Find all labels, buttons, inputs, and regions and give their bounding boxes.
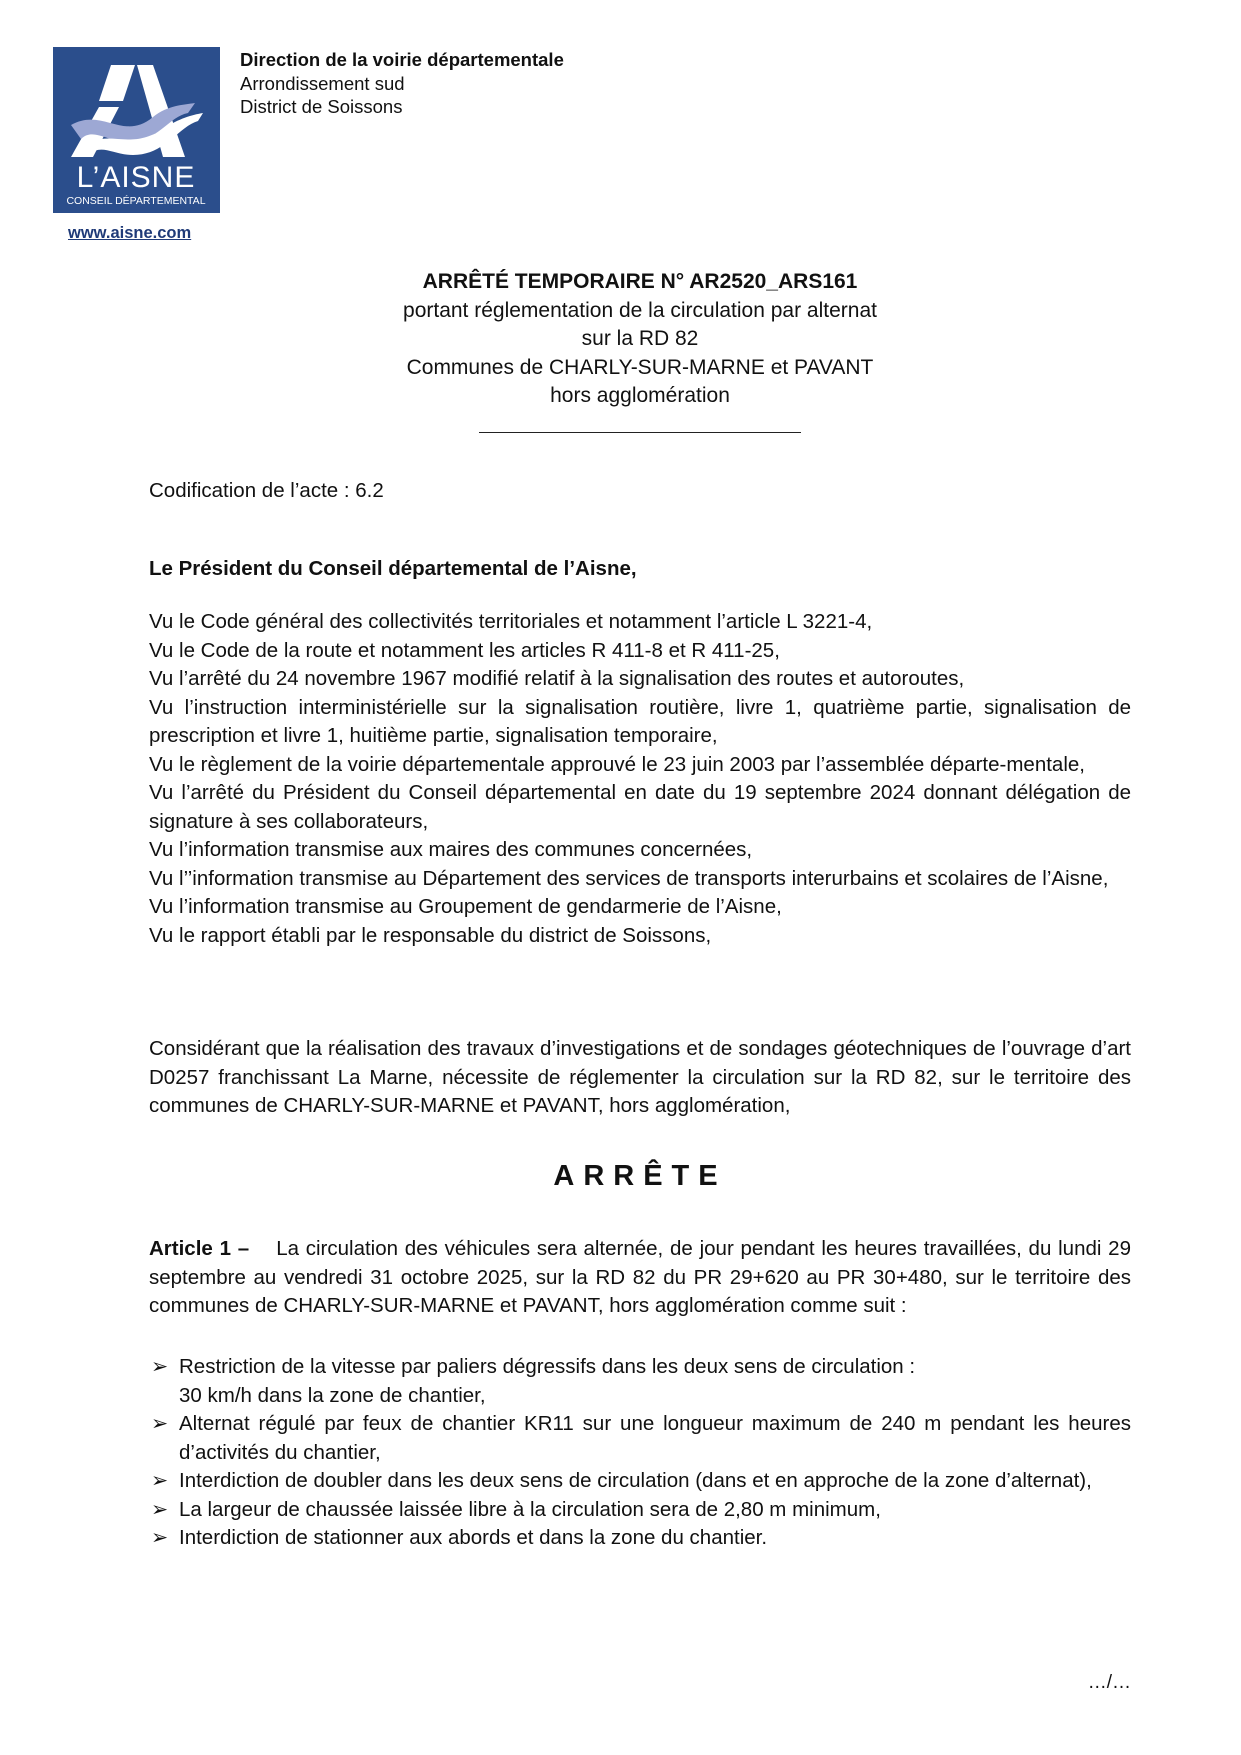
- org-direction: Direction de la voirie départementale: [240, 49, 564, 70]
- org-header: [240, 48, 564, 119]
- measure-item: ➢ Interdiction de doubler dans les deux sens de circulation (dans et en approche de la zone d’alternat),: [149, 1467, 1131, 1496]
- measure-item: ➢ Alternat régulé par feux de chantier KR11 sur une longueur maximum de 240 m pendant les heures d’activités du chantier,: [151, 1412, 1131, 1464]
- codification: Codification de l’acte : 6.2: [149, 479, 384, 502]
- president-heading: Le Président du Conseil départemental de l’Aisne,: [149, 557, 637, 580]
- considerant-paragraph: Considérant que la réalisation des travaux d’investigations et de sondages géotechniques de l’ouvrage d’art D0257 franchissant La Marne, nécessite de réglementer la circulation sur la RD 82, sur le territoire des communes de CHARLY-SUR-MARNE et PAVANT, hors agglomération,: [149, 1037, 1131, 1117]
- article-1-measures: [149, 1353, 1131, 1553]
- arrow-bullet-icon: ➢: [151, 1497, 169, 1521]
- measure-subline: 30 km/h dans la zone de chantier,: [179, 1383, 486, 1407]
- arrete-heading: ARRÊTE: [553, 1160, 727, 1192]
- arrow-bullet-icon: ➢: [151, 1526, 169, 1549]
- visa-item: Vu l’information transmise aux maires des communes concernées,: [149, 838, 753, 861]
- visa-item: Vu le Code général des collectivités territoriales et notamment l’article L 3221-4,: [149, 610, 873, 633]
- visa-item: Vu le règlement de la voirie départementale approuvé le 23 juin 2003 par l’assemblée départe-mentale,: [149, 752, 1085, 776]
- title-line: Communes de CHARLY-SUR-MARNE et PAVANT: [406, 355, 874, 379]
- website-link[interactable]: www.aisne.com: [68, 224, 192, 242]
- article-label: Article 1 –: [149, 1237, 250, 1260]
- visa-item: Vu l’instruction interministérielle sur la signalisation routière, livre 1, quatrième partie, signalisation de prescription et livre 1, huitième partie, signalisation temporaire,: [149, 695, 1131, 747]
- continuation-mark: …/…: [1087, 1672, 1131, 1693]
- title-line: portant réglementation de la circulation par alternat: [403, 298, 877, 322]
- measure-item: ➢ Restriction de la vitesse par paliers dégressifs dans les deux sens de circulation : 30 km/h dans la zone de chantier,: [151, 1355, 916, 1407]
- arrow-bullet-icon: ➢: [151, 1469, 169, 1492]
- arrow-bullet-icon: ➢: [151, 1355, 169, 1378]
- visa-item: Vu l’’information transmise au Département des services de transports interurbains et scolaires de l’Aisne,: [149, 866, 1109, 890]
- measure-item: ➢ La largeur de chaussée laissée libre à la circulation sera de 2,80 m minimum,: [149, 1496, 1131, 1525]
- visa-item: Vu l’arrêté du 24 novembre 1967 modifié relatif à la signalisation des routes et autoroutes,: [149, 667, 965, 690]
- org-district: District de Soissons: [240, 96, 403, 117]
- title-heading: ARRÊTÉ TEMPORAIRE N° AR2520_ARS161: [422, 270, 858, 293]
- visa-item: Vu le rapport établi par le responsable du district de Soissons,: [149, 923, 712, 947]
- document-title: [340, 268, 940, 411]
- article-1: [149, 1235, 1131, 1321]
- visa-item: Vu l’information transmise au Groupement de gendarmerie de l’Aisne,: [149, 895, 782, 918]
- arrow-bullet-icon: ➢: [151, 1412, 169, 1435]
- visa-item: Vu l’arrêté du Président du Conseil départemental en date du 19 septembre 2024 donnant délégation de signature à ses collaborateurs,: [149, 781, 1131, 833]
- visas-list: [149, 608, 1131, 950]
- visa-item: Vu le Code de la route et notamment les articles R 411-8 et R 411-25,: [149, 638, 780, 662]
- svg-text:L’AISNE: L’AISNE: [76, 161, 196, 194]
- org-arrondissement: Arrondissement sud: [240, 72, 405, 94]
- article-text: La circulation des véhicules sera alternée, de jour pendant les heures travaillées, du lundi 29 septembre au vendredi 31 octobre 2025, sur la RD 82 du PR 29+620 au PR 30+480, sur le territoire des communes de CHARLY-SUR-MARNE et PAVANT, hors agglomération comme suit :: [149, 1237, 1131, 1317]
- title-line: hors agglomération: [550, 384, 730, 407]
- aisne-logo: [53, 47, 220, 213]
- measure-item: ➢ Interdiction de stationner aux abords et dans la zone du chantier.: [149, 1524, 1131, 1553]
- title-line: sur la RD 82: [581, 327, 699, 350]
- svg-text:CONSEIL DÉPARTEMENTAL: CONSEIL DÉPARTEMENTAL: [66, 195, 206, 207]
- title-divider: [479, 432, 801, 433]
